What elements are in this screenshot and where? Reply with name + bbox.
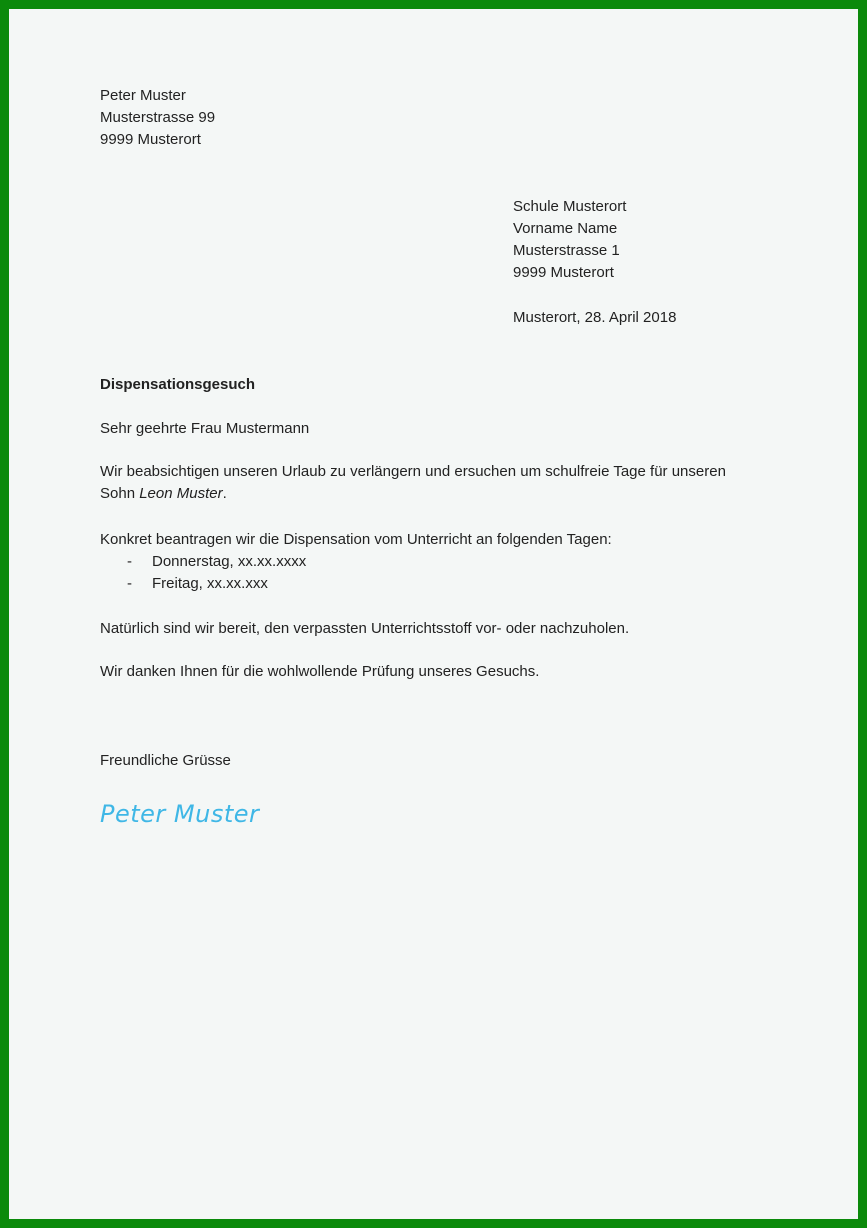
paragraph-makeup: Natürlich sind wir bereit, den verpassten Unterrichtsstoff vor- oder nachzuholen. <box>100 620 630 637</box>
paragraph-request <box>100 461 800 505</box>
list-dash: - <box>127 553 132 570</box>
recipient-city: 9999 Musterort <box>513 264 614 281</box>
recipient-address <box>513 196 626 284</box>
paragraph-request-line2 <box>100 483 800 505</box>
sender-street: Musterstrasse 99 <box>100 109 216 126</box>
letter-date: Musterort, 28. April 2018 <box>513 309 677 326</box>
signature: Peter Muster <box>100 800 260 828</box>
recipient-school: Schule Musterort <box>513 198 627 215</box>
sender-name: Peter Muster <box>100 87 186 104</box>
list-item-text: Freitag, xx.xx.xxx <box>152 575 268 592</box>
line2-suffix: . <box>222 485 227 502</box>
letter-subject: Dispensationsgesuch <box>100 376 256 393</box>
salutation: Sehr geehrte Frau Mustermann <box>100 420 310 437</box>
line2-prefix: Sohn <box>100 485 140 502</box>
child-name: Leon Muster <box>139 485 223 502</box>
letter-page <box>9 9 858 1219</box>
list-dash: - <box>127 575 132 592</box>
sender-city: 9999 Musterort <box>100 131 201 148</box>
recipient-street: Musterstrasse 1 <box>513 242 620 259</box>
paragraph-thanks: Wir danken Ihnen für die wohlwollende Prüfung unseres Gesuchs. <box>100 663 540 680</box>
sender-address <box>100 85 215 151</box>
paragraph-request-line1: Wir beabsichtigen unseren Urlaub zu verlängern und ersuchen um schulfreie Tage für unseren <box>100 463 726 480</box>
paragraph-days-intro: Konkret beantragen wir die Dispensation vom Unterricht an folgenden Tagen: <box>100 531 612 548</box>
recipient-person: Vorname Name <box>513 220 618 237</box>
list-item-text: Donnerstag, xx.xx.xxxx <box>152 553 307 570</box>
closing: Freundliche Grüsse <box>100 752 231 769</box>
